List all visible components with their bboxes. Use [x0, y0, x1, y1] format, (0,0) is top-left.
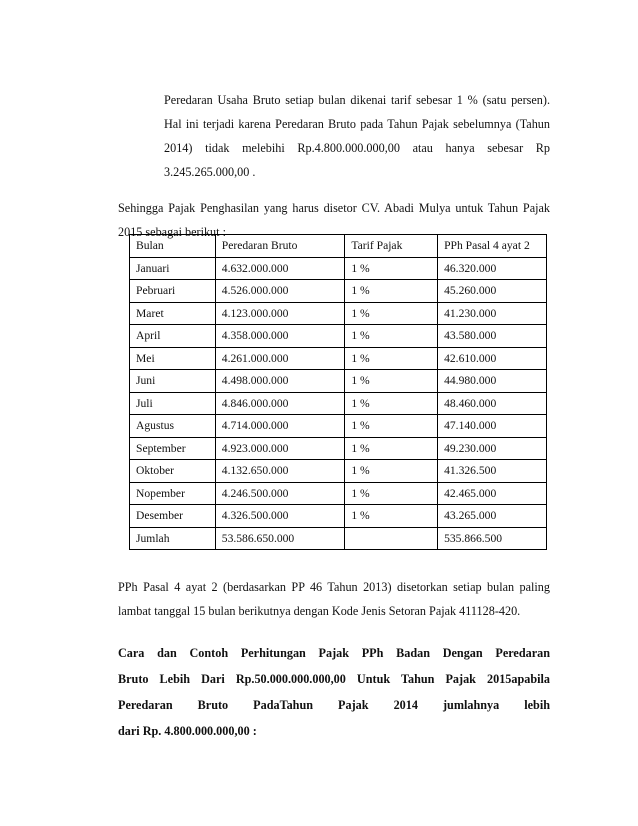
table-row	[130, 257, 547, 280]
table-row	[130, 302, 547, 325]
cell-peredaran-bruto: 53.586.650.000	[215, 527, 345, 550]
intro-line: 2014) tidak melebihi Rp.4.800.000.000,00 atau hanya sebesar Rp	[164, 141, 550, 155]
cell-tarif-pajak: 1 %	[345, 437, 438, 460]
cell-pph: 48.460.000	[438, 392, 547, 415]
cell-peredaran-bruto: 4.714.000.000	[215, 415, 345, 438]
cell-tarif-pajak: 1 %	[345, 302, 438, 325]
cell-tarif-pajak	[345, 527, 438, 550]
monthly-tax-table	[129, 234, 547, 550]
cell-tarif-pajak: 1 %	[345, 370, 438, 393]
cell-tarif-pajak: 1 %	[345, 280, 438, 303]
header-peredaran-bruto: Peredaran Bruto	[215, 235, 345, 258]
cell-bulan: April	[130, 325, 216, 348]
table-row	[130, 505, 547, 528]
cell-bulan: Juli	[130, 392, 216, 415]
summary-line: 2015 sebagai berikut :	[118, 225, 226, 239]
cell-bulan: Pebruari	[130, 280, 216, 303]
header-tarif-pajak: Tarif Pajak	[345, 235, 438, 258]
cell-peredaran-bruto: 4.358.000.000	[215, 325, 345, 348]
cell-bulan: Desember	[130, 505, 216, 528]
cell-peredaran-bruto: 4.261.000.000	[215, 347, 345, 370]
note-line: lambat tanggal 15 bulan berikutnya dengan Kode Jenis Setoran Pajak 411128-420.	[118, 604, 521, 618]
cell-bulan: Nopember	[130, 482, 216, 505]
table-row	[130, 392, 547, 415]
cell-bulan: Agustus	[130, 415, 216, 438]
cell-pph: 45.260.000	[438, 280, 547, 303]
table-row	[130, 325, 547, 348]
cell-pph: 44.980.000	[438, 370, 547, 393]
cell-tarif-pajak: 1 %	[345, 482, 438, 505]
cell-pph: 42.465.000	[438, 482, 547, 505]
cell-pph: 43.265.000	[438, 505, 547, 528]
table-row	[130, 482, 547, 505]
table-row	[130, 280, 547, 303]
intro-line: 3.245.265.000,00 .	[164, 165, 256, 179]
cell-pph: 41.326.500	[438, 460, 547, 483]
cell-bulan: Maret	[130, 302, 216, 325]
heading-line: Bruto Lebih Dari Rp.50.000.000.000,00 Untuk Tahun Pajak 2015apabila	[118, 672, 550, 686]
heading-line: dari Rp. 4.800.000.000,00 :	[118, 724, 257, 738]
cell-tarif-pajak: 1 %	[345, 415, 438, 438]
intro-line: Hal ini terjadi karena Peredaran Bruto pada Tahun Pajak sebelumnya (Tahun	[164, 117, 550, 131]
cell-tarif-pajak: 1 %	[345, 347, 438, 370]
cell-bulan: Jumlah	[130, 527, 216, 550]
cell-pph: 535.866.500	[438, 527, 547, 550]
summary-line: Sehingga Pajak Penghasilan yang harus disetor CV. Abadi Mulya untuk Tahun Pajak	[118, 201, 550, 215]
header-pph-pasal-4: PPh Pasal 4 ayat 2	[438, 235, 547, 258]
cell-peredaran-bruto: 4.526.000.000	[215, 280, 345, 303]
intro-line: Peredaran Usaha Bruto setiap bulan dikenai tarif sebesar 1 % (satu persen).	[164, 93, 550, 107]
section-heading	[118, 640, 550, 744]
cell-pph: 41.230.000	[438, 302, 547, 325]
cell-bulan: Januari	[130, 257, 216, 280]
intro-paragraph	[164, 88, 550, 184]
note-line: PPh Pasal 4 ayat 2 (berdasarkan PP 46 Tahun 2013) disetorkan setiap bulan paling	[118, 580, 550, 594]
cell-pph: 42.610.000	[438, 347, 547, 370]
cell-tarif-pajak: 1 %	[345, 392, 438, 415]
cell-peredaran-bruto: 4.326.500.000	[215, 505, 345, 528]
cell-tarif-pajak: 1 %	[345, 257, 438, 280]
header-bulan: Bulan	[130, 235, 216, 258]
table-row	[130, 347, 547, 370]
cell-peredaran-bruto: 4.246.500.000	[215, 482, 345, 505]
cell-peredaran-bruto: 4.923.000.000	[215, 437, 345, 460]
table-header-row	[130, 235, 547, 258]
cell-pph: 49.230.000	[438, 437, 547, 460]
cell-bulan: September	[130, 437, 216, 460]
cell-pph: 47.140.000	[438, 415, 547, 438]
cell-tarif-pajak: 1 %	[345, 460, 438, 483]
cell-pph: 43.580.000	[438, 325, 547, 348]
cell-tarif-pajak: 1 %	[345, 325, 438, 348]
cell-bulan: Juni	[130, 370, 216, 393]
cell-peredaran-bruto: 4.123.000.000	[215, 302, 345, 325]
payment-note-paragraph	[118, 575, 550, 623]
cell-pph: 46.320.000	[438, 257, 547, 280]
cell-peredaran-bruto: 4.498.000.000	[215, 370, 345, 393]
cell-peredaran-bruto: 4.132.650.000	[215, 460, 345, 483]
table-row	[130, 460, 547, 483]
table-row	[130, 415, 547, 438]
heading-line: Cara dan Contoh Perhitungan Pajak PPh Badan Dengan Peredaran	[118, 646, 550, 660]
table-row	[130, 437, 547, 460]
total-row	[130, 527, 547, 550]
cell-tarif-pajak: 1 %	[345, 505, 438, 528]
cell-bulan: Mei	[130, 347, 216, 370]
heading-line: Peredaran Bruto PadaTahun Pajak 2014 jumlahnya lebih	[118, 698, 550, 712]
cell-peredaran-bruto: 4.846.000.000	[215, 392, 345, 415]
table-row	[130, 370, 547, 393]
cell-peredaran-bruto: 4.632.000.000	[215, 257, 345, 280]
cell-bulan: Oktober	[130, 460, 216, 483]
